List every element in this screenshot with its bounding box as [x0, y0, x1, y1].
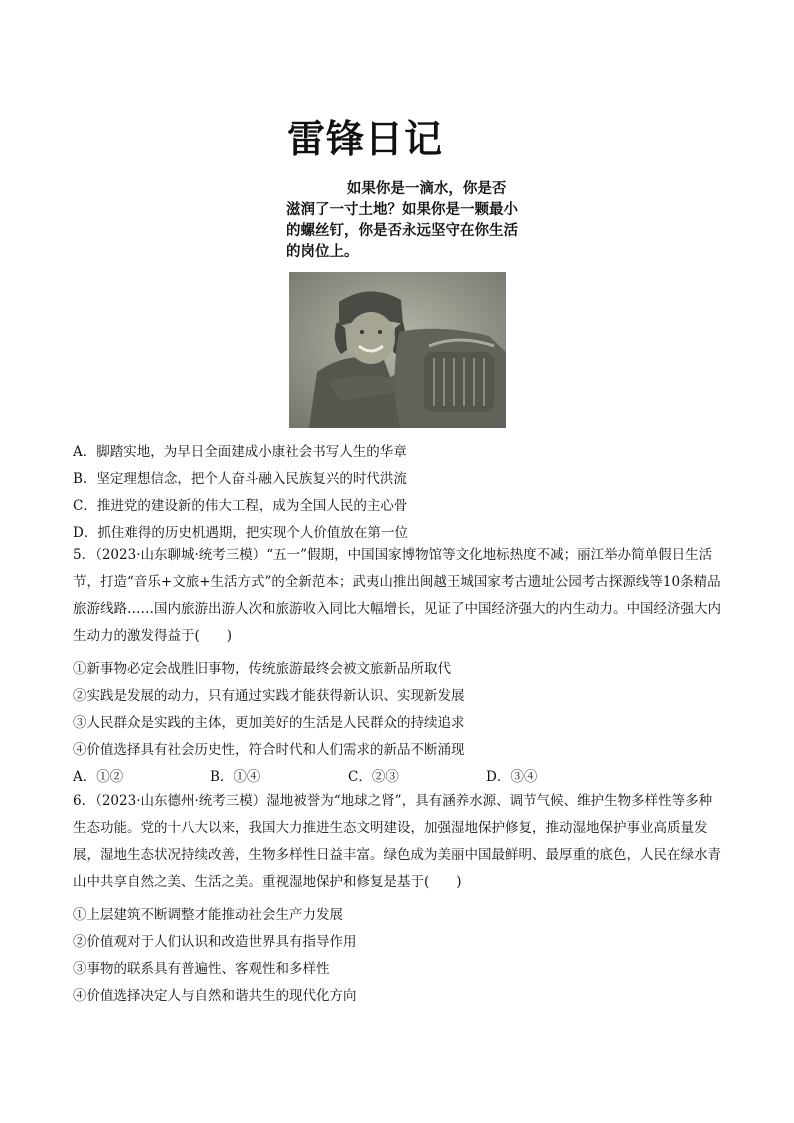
q6-item-4: ④价值选择决定人与自然和谐共生的现代化方向	[73, 988, 357, 1004]
diary-quote: 如果你是一滴水，你是否滋润了一寸土地？如果你是一颗最小的螺丝钉，你是否永远坚守在你生活的岗位上。	[286, 180, 518, 260]
q5-choice-c: C．②③	[348, 769, 399, 785]
q5-stem: 5．（2023·山东聊城·统考三模）“五一”假期，中国国家博物馆等文化地标热度不减；丽江举办简单假日生活节，打造“音乐+文旅+生活方式”的全新范本；武夷山推出闽越王城国家考古遗址公园考古探源线等10条精品旅游线路……国内旅游出游人次和旅游收入同比大幅增长，见证了中国经济强大的内生动力。中国经济强大内生动力的激发得益于( )	[73, 547, 721, 644]
q6-item-3: ③事物的联系具有普遍性、客观性和多样性	[73, 961, 330, 977]
q6-item-2: ②价值观对于人们认识和改造世界具有指导作用	[73, 934, 357, 950]
q5-item-1: ①新事物必定会战胜旧事物，传统旅游最终会被文旅新品所取代	[73, 661, 451, 677]
q5-item-2: ②实践是发展的动力，只有通过实践才能获得新认识、实现新发展	[73, 688, 465, 704]
q4-option-d: D．抓住难得的历史机遇期，把实现个人价值放在第一位	[73, 525, 408, 541]
q6-item-1: ①上层建筑不断调整才能推动社会生产力发展	[73, 907, 343, 923]
q5-item-3: ③人民群众是实践的主体，更加美好的生活是人民群众的持续追求	[73, 715, 465, 731]
q4-option-a: A．脚踏实地，为早日全面建成小康社会书写人生的华章	[73, 444, 407, 460]
q4-option-c: C．推进党的建设新的伟大工程，成为全国人民的主心骨	[73, 498, 408, 514]
q5-item-4: ④价值选择具有社会历史性，符合时代和人们需求的新品不断涌现	[73, 742, 465, 758]
lei-feng-photo	[289, 272, 506, 428]
q5-choice-a: A．①②	[73, 769, 124, 785]
q5-choice-d: D．③④	[486, 769, 538, 785]
q4-option-b: B．坚定理想信念，把个人奋斗融入民族复兴的时代洪流	[73, 471, 407, 487]
q6-stem: 6．（2023·山东德州·统考三模）湿地被誉为“地球之肾”，具有涵养水源、调节气候、维护生物多样性等多种生态功能。党的十八大以来，我国大力推进生态文明建设，加强湿地保护修复，推动湿地保护事业高质量发展，湿地生态状况持续改善，生物多样性日益丰富。绿色成为美丽中国最鲜明、最厚重的底色，人民在绿水青山中共享自然之美、生活之美。重视湿地保护和修复是基于( )	[73, 793, 721, 890]
q5-choice-b: B．①④	[210, 769, 261, 785]
page-title: 雷锋日记	[287, 116, 444, 161]
